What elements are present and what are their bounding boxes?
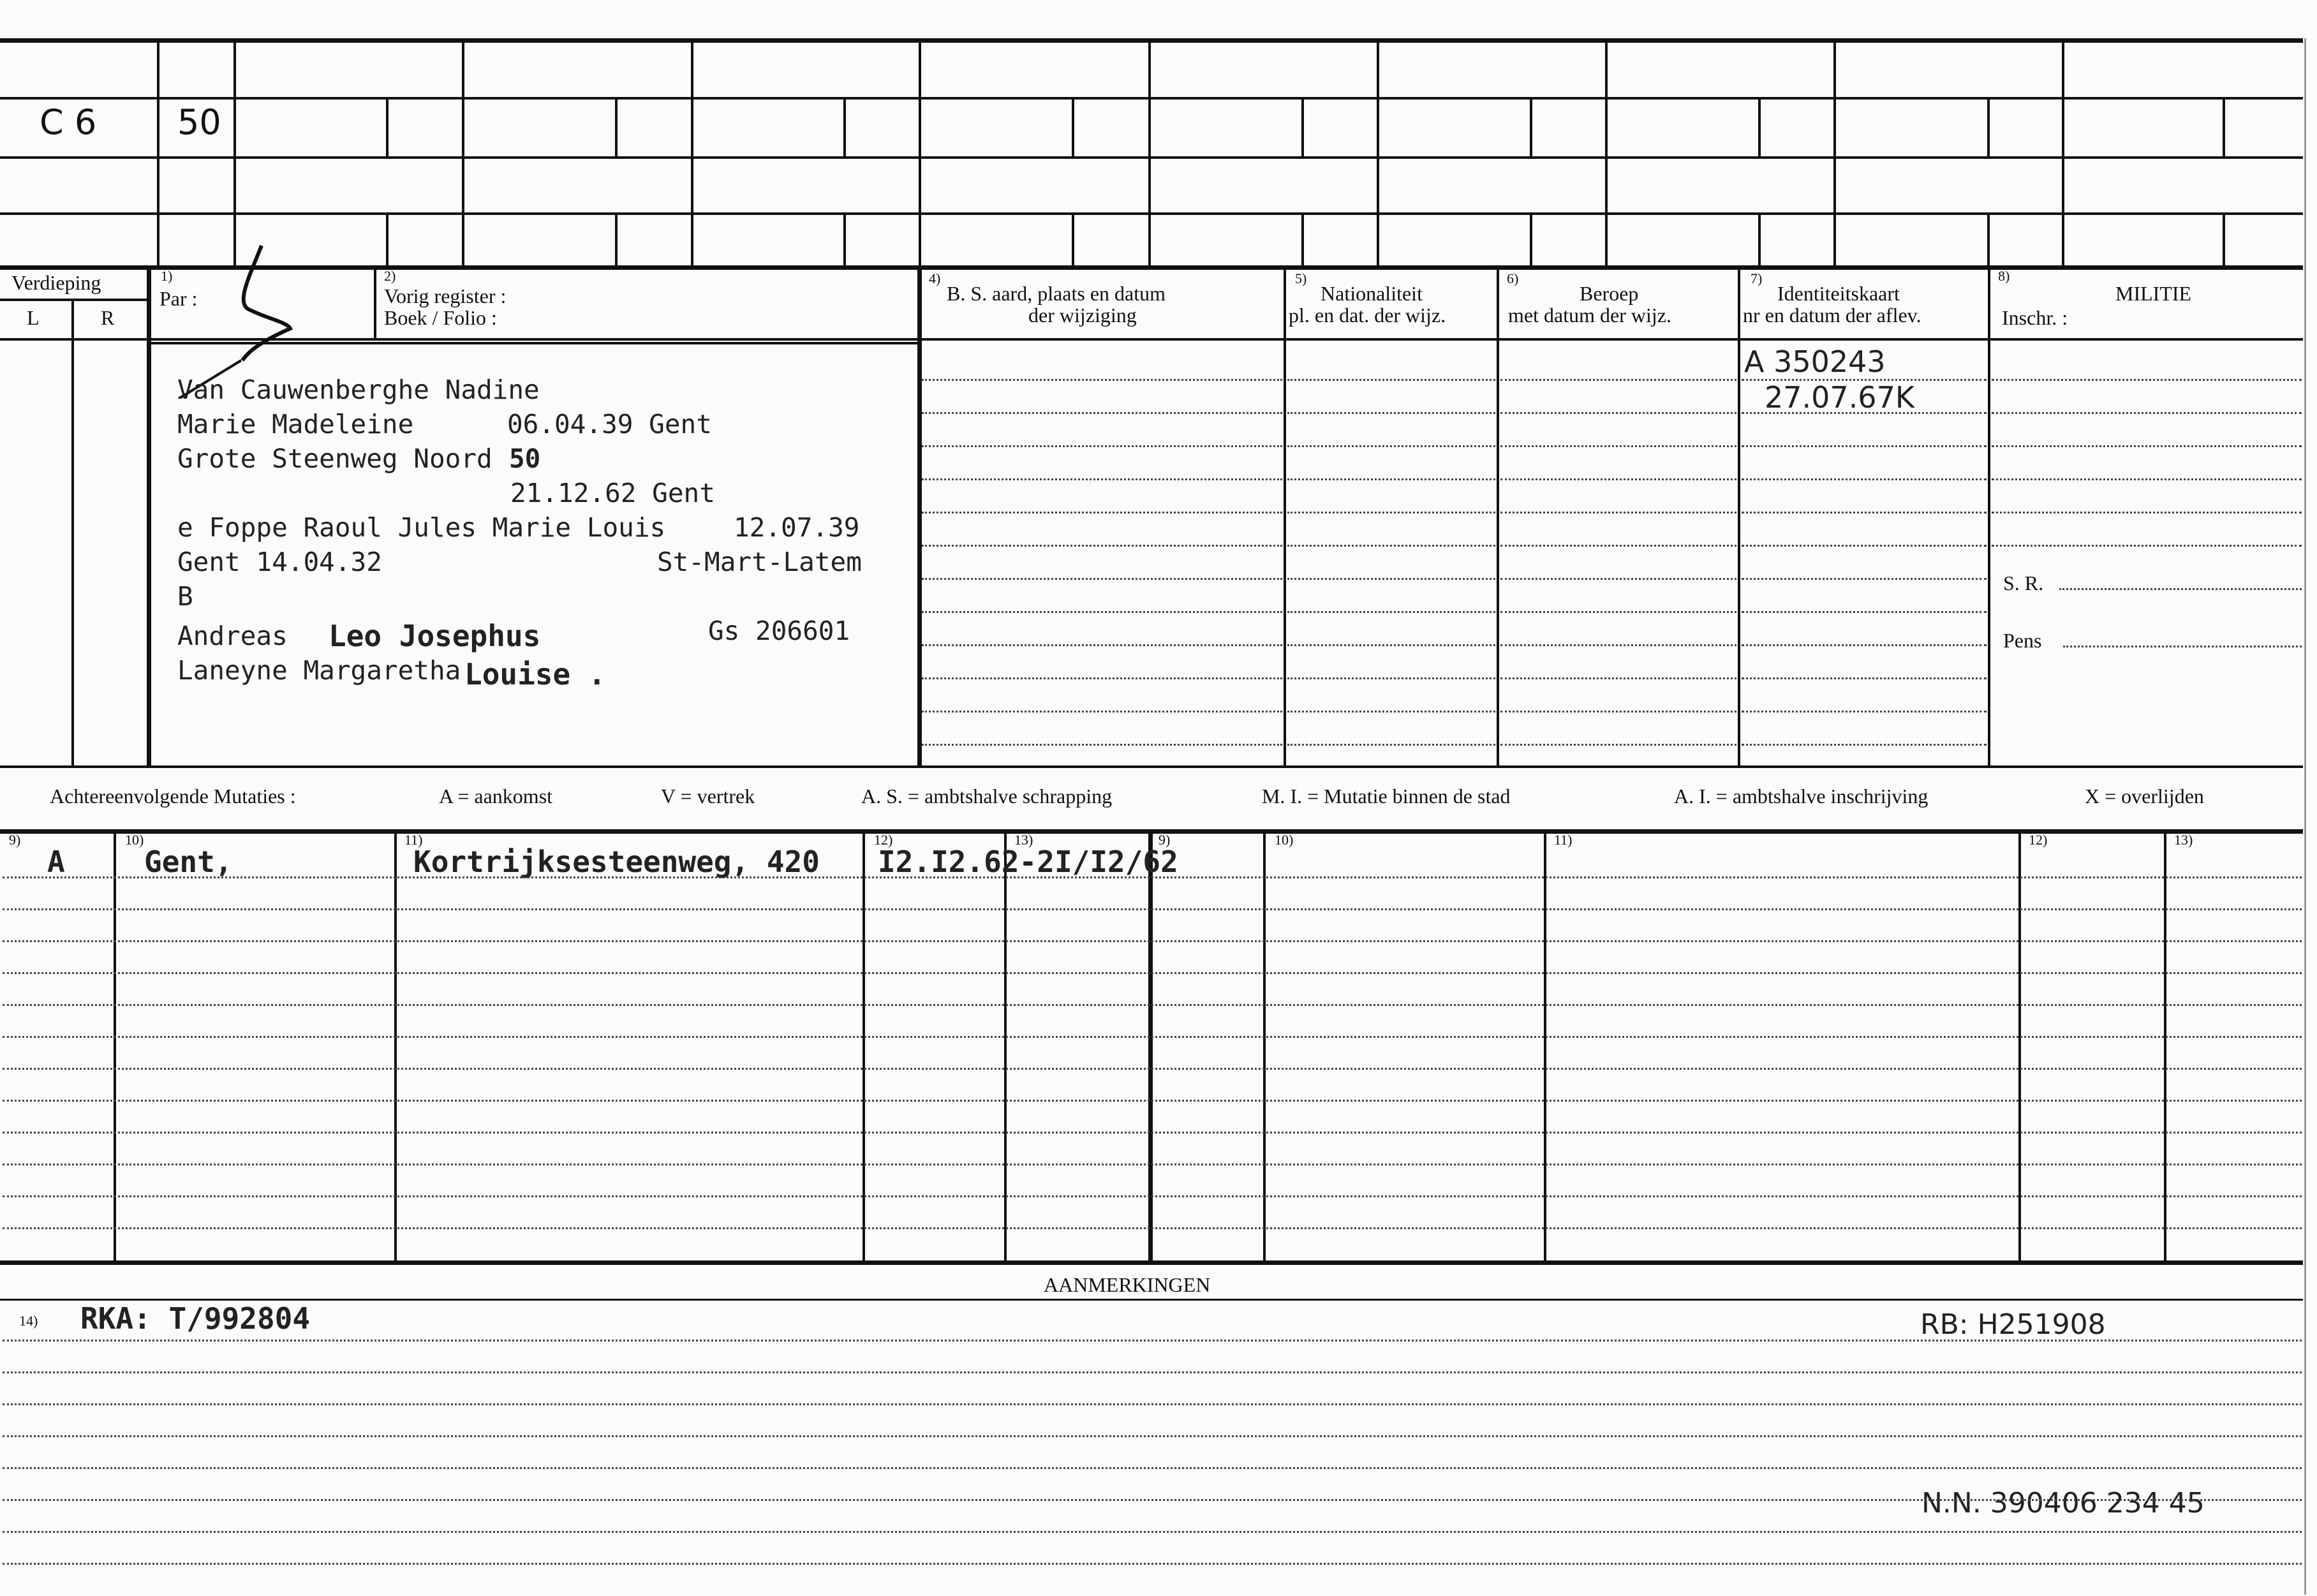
mutation-type: A	[47, 845, 65, 879]
registration-date: 21.12.62 Gent	[510, 478, 715, 508]
register-code: C 6	[40, 102, 97, 142]
house-number: 50	[509, 443, 541, 474]
beroep-header: Beroep	[1580, 282, 1639, 305]
father-names: Leo Josephus	[329, 619, 541, 653]
id-card-number: A 350243	[1744, 344, 1886, 379]
national-number: N.N. 390406 234 45	[1921, 1487, 2205, 1519]
mutation-address: Kortrijksesteenweg, 420	[413, 845, 820, 879]
boek-folio-label: Boek / Folio :	[384, 306, 497, 329]
legend-overlijden: X = overlijden	[2085, 785, 2204, 808]
vorig-register-label: Vorig register :	[384, 284, 507, 307]
mutation-date: I2.I2.62-2I/I2/62	[878, 845, 1178, 879]
street: Grote Steenweg Noord	[177, 443, 492, 474]
birth-date-place: 06.04.39 Gent	[507, 409, 712, 440]
spouse-birth: Gent 14.04.32	[177, 547, 382, 577]
identiteitskaart-header: Identiteitskaart	[1777, 282, 1900, 305]
marriage-place: St-Mart-Latem	[657, 547, 862, 577]
legend-vertrek: V = vertrek	[661, 785, 755, 808]
register-number: 50	[177, 102, 221, 142]
right-label: R	[101, 306, 115, 329]
mother-names: Laneyne Margaretha	[177, 655, 461, 686]
mother-last-names: Louise .	[464, 657, 606, 691]
father-id: Gs 206601	[708, 616, 850, 646]
militie-header: MILITIE	[2115, 282, 2192, 305]
id-card-date: 27.07.67K	[1765, 380, 1915, 415]
spouse-info: e Foppe Raoul Jules Marie Louis	[177, 512, 666, 543]
inschr-label: Inschr. :	[2002, 306, 2068, 329]
par-label: Par :	[159, 287, 198, 310]
population-register-card: C 6 50 Verdieping L R 1) Par : 2) Vorig register : Boek / Folio : 4) B. S. aard, plaats en datum der wijziging 5) Nationaliteit pl. en dat. der wijz. 6) Beroep met datum der wijz. 7) Identiteitskaart nr en datum der aflev. 8) MILITIE Inschr. : S. R. Pens Van Cauwenberghe Nadine Marie Madeleine 06.04.39 Gent Grote Steenweg Noord 50 21.12.62 Gent e Foppe Raoul Jules Marie Louis 12.07.39 Gent 14.04.32 St-Mart-Latem B Andreas Leo Josephus Gs 206601 Laneyne Margaretha Louise . A 350243 27.07.67K Achtereenvolgende Mutaties : A = aankomst V = vertrek A. S. = ambtshalve schrapping M. I. = Mutatie binnen de stad A. I. = ambtshalve inschrijving X = overlijden 9) 10) 11) 12) 13) 9) 10) 11) 12) 13) A Gent, Kortrijksesteenweg, 420 I2.I2.62-2I/I2/62 AANMERKINGEN 14) RKA: T/992804 RB: H251908 N.N. 390406 234 45	[0, 0, 2317, 1596]
person-given-names: Marie Madeleine	[177, 409, 414, 440]
rka-number: RKA: T/992804	[80, 1301, 311, 1336]
sr-label: S. R.	[2003, 572, 2044, 595]
legend-ambtshalve-schrapping: A. S. = ambtshalve schrapping	[861, 785, 1113, 808]
person-name: Van Cauwenberghe Nadine	[177, 374, 540, 405]
legend-aankomst: A = aankomst	[439, 785, 553, 808]
legend-ambtshalve-inschrijving: A. I. = ambtshalve inschrijving	[1674, 785, 1928, 808]
pens-label: Pens	[2003, 629, 2042, 652]
legend-title: Achtereenvolgende Mutaties :	[50, 785, 296, 808]
bs-header: B. S. aard, plaats en datum	[947, 282, 1166, 305]
mutation-place: Gent,	[144, 845, 233, 879]
father-first: Andreas	[177, 621, 288, 651]
rb-number: RB: H251908	[1920, 1308, 2106, 1341]
nationality-code: B	[177, 581, 193, 612]
legend-mutatie-stad: M. I. = Mutatie binnen de stad	[1262, 785, 1511, 808]
remarks-title: AANMERKINGEN	[1044, 1273, 1211, 1296]
left-label: L	[27, 306, 40, 329]
verdieping-label: Verdieping	[11, 271, 101, 294]
marriage-date: 12.07.39	[734, 512, 860, 543]
nationaliteit-header: Nationaliteit	[1321, 282, 1423, 305]
